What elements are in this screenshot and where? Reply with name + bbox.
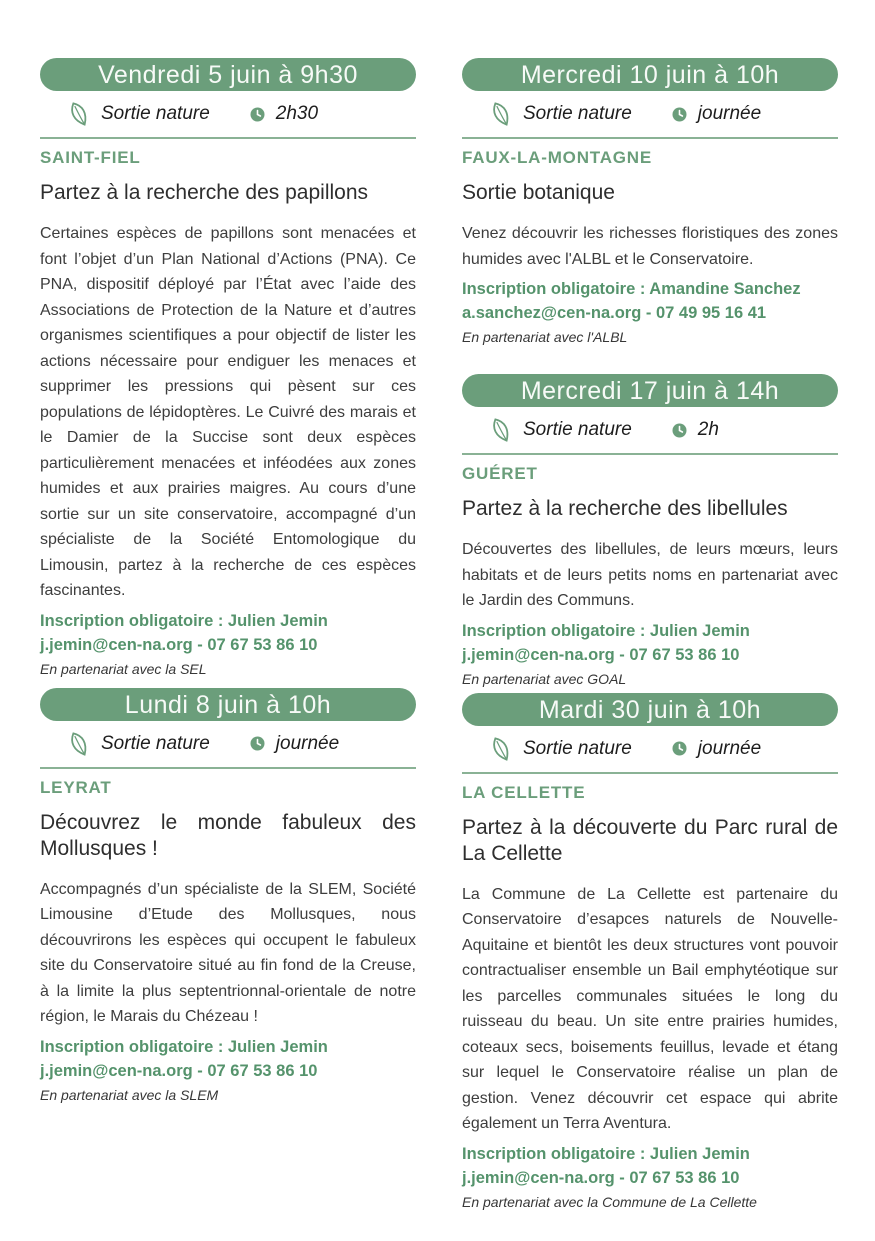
event-meta-row: [40, 729, 416, 769]
event-contact: a.sanchez@cen-na.org - 07 49 95 16 41: [462, 304, 767, 323]
event-description: Découvertes des libellules, de leurs mœurs, leurs habitats et de leurs petits noms en partenariat avec le Jardin des Communs.: [462, 541, 838, 610]
event-meta-row: [462, 734, 838, 774]
event-card-faux-la-montagne: [462, 58, 838, 346]
event-meta-row: [462, 99, 838, 139]
right-column: [462, 58, 838, 1211]
leaf-icon: [488, 99, 514, 129]
event-description: Certaines espèces de papillons sont menacées et font l’objet d’un Plan National d’Actions (PNA). Ce PNA, dispositif déployé par l’État avec l’aide des Associations de Protection de la Nature et d’autres organismes scientifiques a pour objectif de lister les actions nécessaire pour endiguer les menaces et supprimer les pressions qui pèsent sur ces populations de lépidoptères. Le Cuivré des marais et le Damier de la Succise sont deux espèces particulièrement menacées et inféodées aux zones humides et aux prairies maigres. Au cours d’une sortie sur un site conservatoire, accompagné d’un spécialiste de la Société Entomologique du Limousin, partez à la recherche de ces espèces fascinantes.: [40, 225, 416, 600]
event-description: Accompagnés d’un spécialiste de la SLEM, Société Limousine d’Etude des Mollusques, nous découvrirons les espèces qui occupent le fabuleux site du Conservatoire situé au fin fond de la Creuse, à la limite la plus septentrionnal-orientale de notre région, le Marais du Chézeau !: [40, 880, 416, 1026]
event-duration: 2h: [697, 419, 719, 441]
event-location: LA CELLETTE: [462, 782, 586, 802]
event-contact: j.jemin@cen-na.org - 07 67 53 86 10: [462, 645, 740, 664]
event-registration: Inscription obligatoire : Julien Jemin: [462, 1144, 750, 1163]
event-partner: En partenariat avec la SEL: [40, 660, 207, 677]
event-location: LEYRAT: [40, 777, 112, 797]
event-registration: Inscription obligatoire : Amandine Sanchez: [462, 280, 801, 299]
event-partner: En partenariat avec l'ALBL: [462, 329, 628, 346]
event-date-header: Vendredi 5 juin à 9h30: [40, 58, 416, 91]
left-column: [40, 58, 416, 1104]
event-registration: Inscription obligatoire : Julien Jemin: [462, 621, 750, 640]
leaf-icon: [66, 99, 92, 129]
event-location: SAINT-FIEL: [40, 148, 141, 167]
event-duration: journée: [697, 103, 762, 124]
event-duration: 2h30: [275, 103, 319, 124]
event-location: FAUX-LA-MONTAGNE: [462, 148, 653, 167]
clock-icon: [672, 741, 687, 756]
event-date-header: Mercredi 10 juin à 10h: [462, 58, 838, 91]
event-partner: En partenariat avec la SLEM: [40, 1086, 219, 1103]
event-meta-row: [40, 99, 416, 139]
event-title: Sortie botanique: [462, 181, 615, 204]
event-partner: En partenariat avec GOAL: [462, 670, 627, 687]
event-contact: j.jemin@cen-na.org - 07 67 53 86 10: [462, 1168, 740, 1187]
event-category: Sortie nature: [523, 103, 632, 124]
event-contact: j.jemin@cen-na.org - 07 67 53 86 10: [40, 1061, 318, 1080]
event-card-gueret: [462, 374, 838, 688]
leaf-icon: [66, 729, 92, 759]
event-title: Partez à la découverte du Parc rural de La Cellette: [462, 815, 838, 865]
event-title: Découvrez le monde fabuleux des Mollusques !: [40, 810, 416, 860]
event-category: Sortie nature: [101, 732, 210, 754]
event-registration: Inscription obligatoire : Julien Jemin: [40, 1037, 328, 1056]
event-description: Venez découvrir les richesses floristiques des zones humides avec l'ALBL et le Conservatoire.: [462, 225, 838, 268]
clock-icon: [672, 107, 687, 122]
event-card-la-cellette: [462, 693, 838, 1211]
clock-icon: [250, 736, 265, 751]
event-title: Partez à la recherche des libellules: [462, 497, 788, 521]
leaf-icon: [488, 415, 514, 445]
event-card-leyrat: [40, 688, 416, 1104]
event-category: Sortie nature: [523, 419, 632, 441]
event-card-saint-fiel: [40, 58, 416, 678]
leaf-icon: [488, 734, 514, 764]
event-date-header: Lundi 8 juin à 10h: [40, 688, 416, 721]
event-contact: j.jemin@cen-na.org - 07 67 53 86 10: [40, 635, 318, 654]
event-partner: En partenariat avec la Commune de La Cellette: [462, 1193, 757, 1210]
event-registration: Inscription obligatoire : Julien Jemin: [40, 611, 328, 630]
clock-icon: [250, 107, 265, 122]
event-meta-row: [462, 415, 838, 455]
event-duration: journée: [697, 737, 762, 759]
event-description: La Commune de La Cellette est partenaire du Conservatoire d’esapces naturels de Nouvelle-Aquitaine et bientôt les deux structures vont pouvoir contractualiser ensemble un Bail emphytéotique sur les parcelles communales situées le long du ruisseau du beau. Un site entre prairies humides, coteaux secs, boisements feuillus, levade et étang sur lequel le Conservatoire réalise un plan de gestion. Venez découvrir cet espace qui abrite également un Terra Aventura.: [462, 885, 838, 1133]
event-title: Partez à la recherche des papillons: [40, 181, 369, 204]
event-category: Sortie nature: [523, 737, 632, 759]
event-date-header: Mardi 30 juin à 10h: [462, 693, 838, 726]
event-location: GUÉRET: [462, 464, 538, 484]
event-date-header: Mercredi 17 juin à 14h: [462, 374, 838, 407]
event-duration: journée: [275, 732, 340, 754]
clock-icon: [672, 423, 687, 438]
event-category: Sortie nature: [101, 103, 210, 124]
